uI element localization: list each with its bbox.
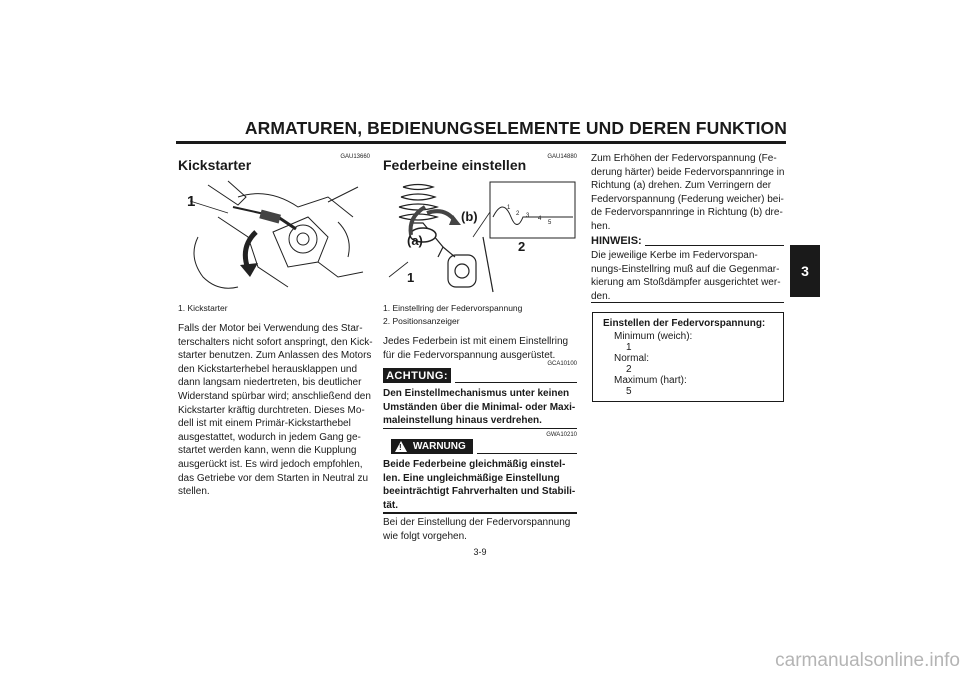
hinweis-end-rule — [591, 302, 784, 303]
hinweis-rule — [645, 245, 784, 246]
section-code: GAU14880 — [547, 154, 577, 160]
watermark: carmanualsonline.info — [775, 650, 960, 671]
kickstarter-text: Falls der Motor bei Verwendung des Star- terschalters nicht sofort anspringt, den Kick- starter benutzen. Zum Anlassen des Motors den Kickstarterhebel herausklappen und dann langsam niedertreten, bis deutlicher Widerstand spürbar wird; anschließend den Kickstarter kräftig durchtreten. Dieses Mo- dell ist mit einem Primär-Kickstarthebel ausgestattet, wodurch in jedem Gang ge- startet werden kann, wenn die Kupplung ausgerückt ist. Es wird jedoch empfohlen, das Getriebe vor dem Starten in Neutral zu stellen. — [178, 323, 373, 498]
figure-label-1: 1 — [407, 270, 415, 285]
scale-mark-1: 1 — [507, 205, 511, 211]
hinweis-label: HINWEIS: — [591, 235, 642, 247]
achtung-text: Den Einstellmechanismus unter keinen Umständen über die Minimal- oder Maxi- maleinstellung hinaus verdrehen. — [383, 388, 576, 427]
achtung-end-rule — [383, 428, 577, 429]
page-number: 3-9 — [473, 547, 487, 557]
adjustment-text: Zum Erhöhen der Federvorspannung (Fe- derung härter) beide Federvorspannringe in Richtung (a) drehen. Zum Verringern der Federvorspannung (Federung weicher) bei- de Federvorspannringe in Richtung (b) dre- hen. — [591, 153, 785, 232]
warnung-badge — [391, 439, 473, 454]
figure-label-b: (b) — [461, 209, 478, 224]
scale-mark-4: 4 — [538, 216, 542, 222]
figure-label-2: 2 — [518, 239, 526, 254]
figure-caption: 1. Kickstarter — [178, 303, 228, 313]
settings-box-title: Einstellen der Federvorspannung: — [603, 318, 766, 329]
section-code: GAU13660 — [340, 154, 370, 160]
header-rule — [176, 141, 786, 144]
setting-normal-value: 2 — [626, 364, 632, 375]
section-heading-kickstarter: Kickstarter — [178, 157, 252, 173]
figure-caption-2: 2. Positionsanzeiger — [383, 316, 460, 326]
federbeine-outro: Bei der Einstellung der Federvorspannung wie folgt vorgehen. — [383, 517, 571, 542]
setting-min-label: Minimum (weich): — [614, 331, 693, 342]
figure-label-a: (a) — [407, 233, 423, 248]
warnung-text: Beide Federbeine gleichmäßig einstel- len. Eine ungleichmäßige Einstellung beeinträchtigt Fahrverhalten und Stabili- tät. — [383, 459, 576, 511]
setting-normal-label: Normal: — [614, 353, 650, 364]
federbeine-intro: Jedes Federbein ist mit einem Einstellring für die Federvorspannung ausgerüstet. — [383, 336, 569, 361]
warnung-rule — [477, 453, 577, 454]
achtung-code: GCA10100 — [547, 361, 577, 367]
setting-max-label: Maximum (hart): — [614, 375, 687, 386]
page-header-title: ARMATUREN, BEDIENUNGSELEMENTE UND DEREN FUNKTION — [244, 118, 787, 138]
section-heading-federbeine: Federbeine einstellen — [383, 157, 527, 173]
setting-min-value: 1 — [626, 342, 632, 353]
warning-triangle-icon: ! — [395, 441, 407, 452]
figure-label-1: 1 — [187, 193, 196, 210]
scale-mark-2: 2 — [516, 211, 520, 217]
chapter-tab: 3 — [790, 245, 820, 297]
scale-mark-5: 5 — [548, 220, 552, 226]
setting-max-value: 5 — [626, 386, 632, 397]
warnung-end-rule — [383, 512, 577, 514]
figure-caption-1: 1. Einstellring der Federvorspannung — [383, 303, 523, 313]
achtung-rule — [455, 382, 577, 383]
scale-mark-3: 3 — [526, 213, 530, 219]
achtung-badge: ACHTUNG: — [383, 368, 451, 383]
warnung-code: GWA10210 — [546, 432, 577, 438]
kickstarter-illustration — [178, 177, 373, 297]
warnung-label: WARNUNG — [413, 441, 466, 452]
hinweis-text: Die jeweilige Kerbe im Federvorspan- nungs-Einstellring muß auf die Gegenmar- kierung am Stoßdämpfer ausgerichtet wer- den. — [591, 250, 781, 302]
